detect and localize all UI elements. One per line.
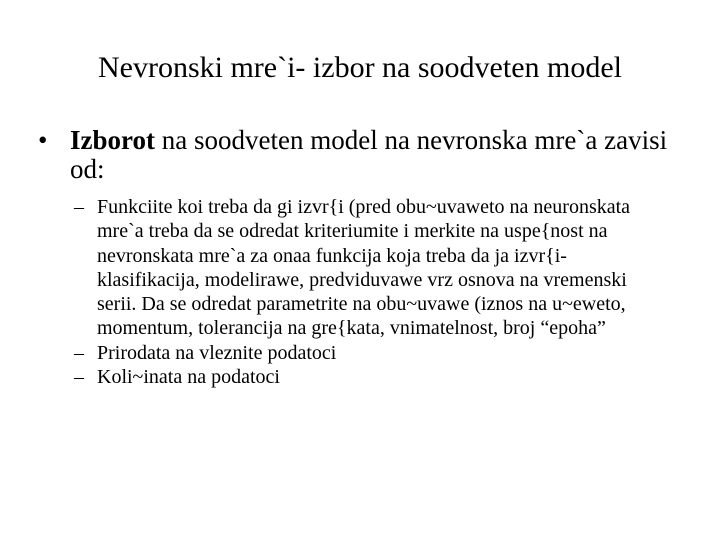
sub-bullet-list (74, 195, 666, 389)
dash-marker: – (74, 341, 84, 364)
sub-item-text: Funkciite koi treba da gi izvr{i (pred obu~uvaweto na neuronskata mre`a treba da se odredat kriteriumite i merkite na uspe{nost na nevronskata mre`a za onaa funkcija koja treba da ja izvr{i- klasifikacija, modelirawe, predviduvawe vrz osnova na vremenski serii. Da se odredat parametrite na obu~uvawe (iznos na u~eweto, momentum, tolerancija na gre{kata, vnimatelnost, broj “epoha” (97, 196, 631, 340)
bullet-item (38, 126, 698, 184)
main-bullet-list (38, 126, 698, 389)
sub-item-functions (74, 195, 666, 341)
slide-title: Nevronski mre`i- izbor na soodveten model (97, 51, 623, 84)
sub-item-text: Prirodata na vleznite podatoci (97, 341, 337, 364)
dash-marker: – (74, 196, 84, 218)
sub-item-input-nature (74, 341, 666, 365)
bullet-text (70, 126, 698, 184)
bullet-bold-lead: Izborot (70, 125, 155, 155)
sub-item-text: Koli~inata na podatoci (97, 366, 280, 389)
sub-item-data-quantity (74, 365, 666, 389)
bullet-text-rest: na soodveten model na nevronska mre`a zavisi od: (70, 125, 668, 184)
bullet-marker: • (38, 125, 48, 155)
dash-marker: – (74, 366, 84, 389)
